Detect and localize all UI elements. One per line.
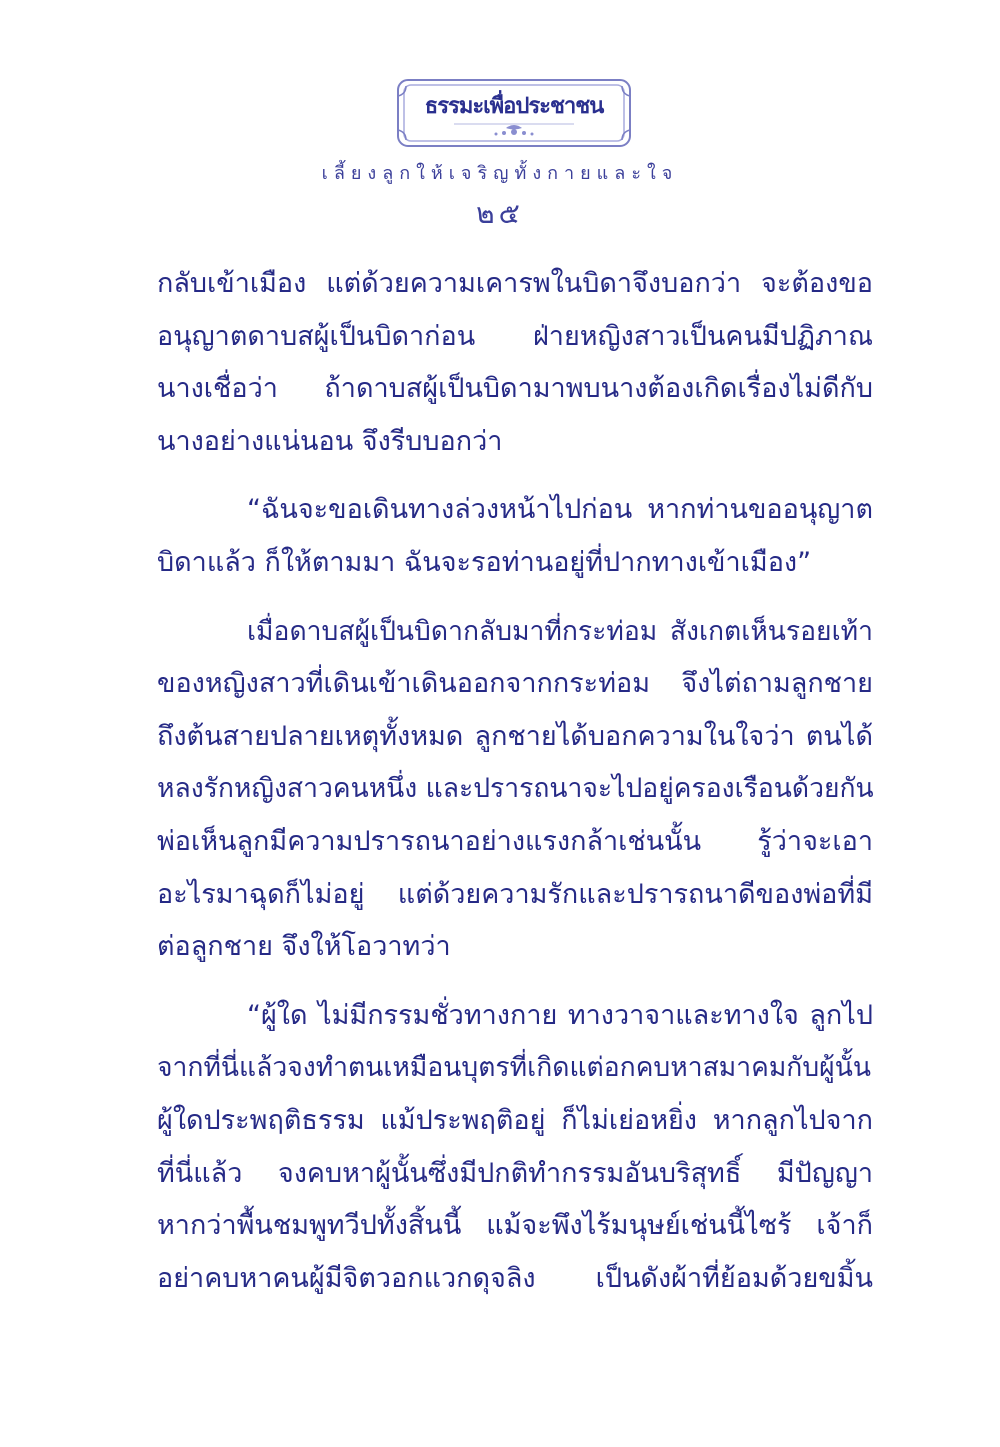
logo-badge [394,76,634,150]
text-line: พ่อเห็นลูกมีความปรารถนาอย่างแรงกล้าเช่นนั้น รู้ว่าจะเอา [157,825,873,857]
text-line: จากที่นี่แล้วจงทำตนเหมือนบุตรที่เกิดแต่อกคบหาสมาคมกับผู้นั้น [157,1052,871,1084]
text-line: ต่อลูกชาย จึงให้โอวาทว่า [157,931,451,963]
logo-title: ธรรมะเพื่อประชาชน [424,94,604,119]
text-line: กลับเข้าเมือง แต่ด้วยความเคารพในบิดาจึงบอกว่า จะต้องขอ [157,268,873,299]
text-line: ผู้ใดประพฤติธรรม แม้ประพฤติอยู่ ก็ไม่เย่อหยิ่ง หากลูกไปจาก [157,1104,873,1136]
text-line: ที่นี่แล้ว จงคบหาผู้นั้นซึ่งมีปกติทำกรรมอันบริสุทธิ์ มีปัญญา [157,1157,873,1189]
text-line: “ฉันจะขอเดินทางล่วงหน้าไปก่อน หากท่านขออนุญาต [247,494,873,526]
text-line: นางอย่างแน่นอน จึงรีบบอกว่า [157,425,503,457]
text-line: หลงรักหญิงสาวคนหนึ่ง และปรารถนาจะไปอยู่ครองเรือนด้วยกัน [157,773,874,805]
page-number: ๒๕ [476,197,524,230]
text-line: อย่าคบหาคนผู้มีจิตวอกแวกดุจลิง เป็นดังผ้าที่ย้อมด้วยขมิ้น [157,1262,873,1294]
text-line: ถึงต้นสายปลายเหตุทั้งหมด ลูกชายได้บอกความในใจว่า ตนได้ [157,720,873,752]
paragraph [157,484,873,589]
body-text [157,258,873,1305]
text-line: หากว่าพื้นชมพูทวีปทั้งสิ้นนี้ แม้จะพึงไร้มนุษย์เช่นนี้ไซร้ เจ้าก็ [157,1210,873,1242]
paragraph [157,990,873,1306]
paragraph [157,606,873,974]
text-line: บิดาแล้ว ก็ให้ตามมา ฉันจะรอท่านอยู่ที่ปากทางเข้าเมือง” [157,546,812,578]
text-line: อะไรมาฉุดก็ไม่อยู่ แต่ด้วยความรักและปรารถนาดีของพ่อที่มี [157,878,873,910]
paragraph [157,258,873,468]
text-line: นางเชื่อว่า ถ้าดาบสผู้เป็นบิดามาพบนางต้องเกิดเรื่องไม่ดีกับ [157,373,873,405]
text-line: อนุญาตดาบสผู้เป็นบิดาก่อน ฝ่ายหญิงสาวเป็นคนมีปฏิภาณ [157,320,873,352]
running-header-title: เลี้ยงลูกให้เจริญทั้งกายและใจ [321,163,679,184]
text-line: “ผู้ใด ไม่มีกรรมชั่วทางกาย ทางวาจาและทางใจ ลูกไป [247,999,873,1031]
text-line: เมื่อดาบสผู้เป็นบิดากลับมาที่กระท่อม สังเกตเห็นรอยเท้า [247,615,873,647]
text-line: ของหญิงสาวที่เดินเข้าเดินออกจากกระท่อม จึงไต่ถามลูกชาย [157,668,873,700]
